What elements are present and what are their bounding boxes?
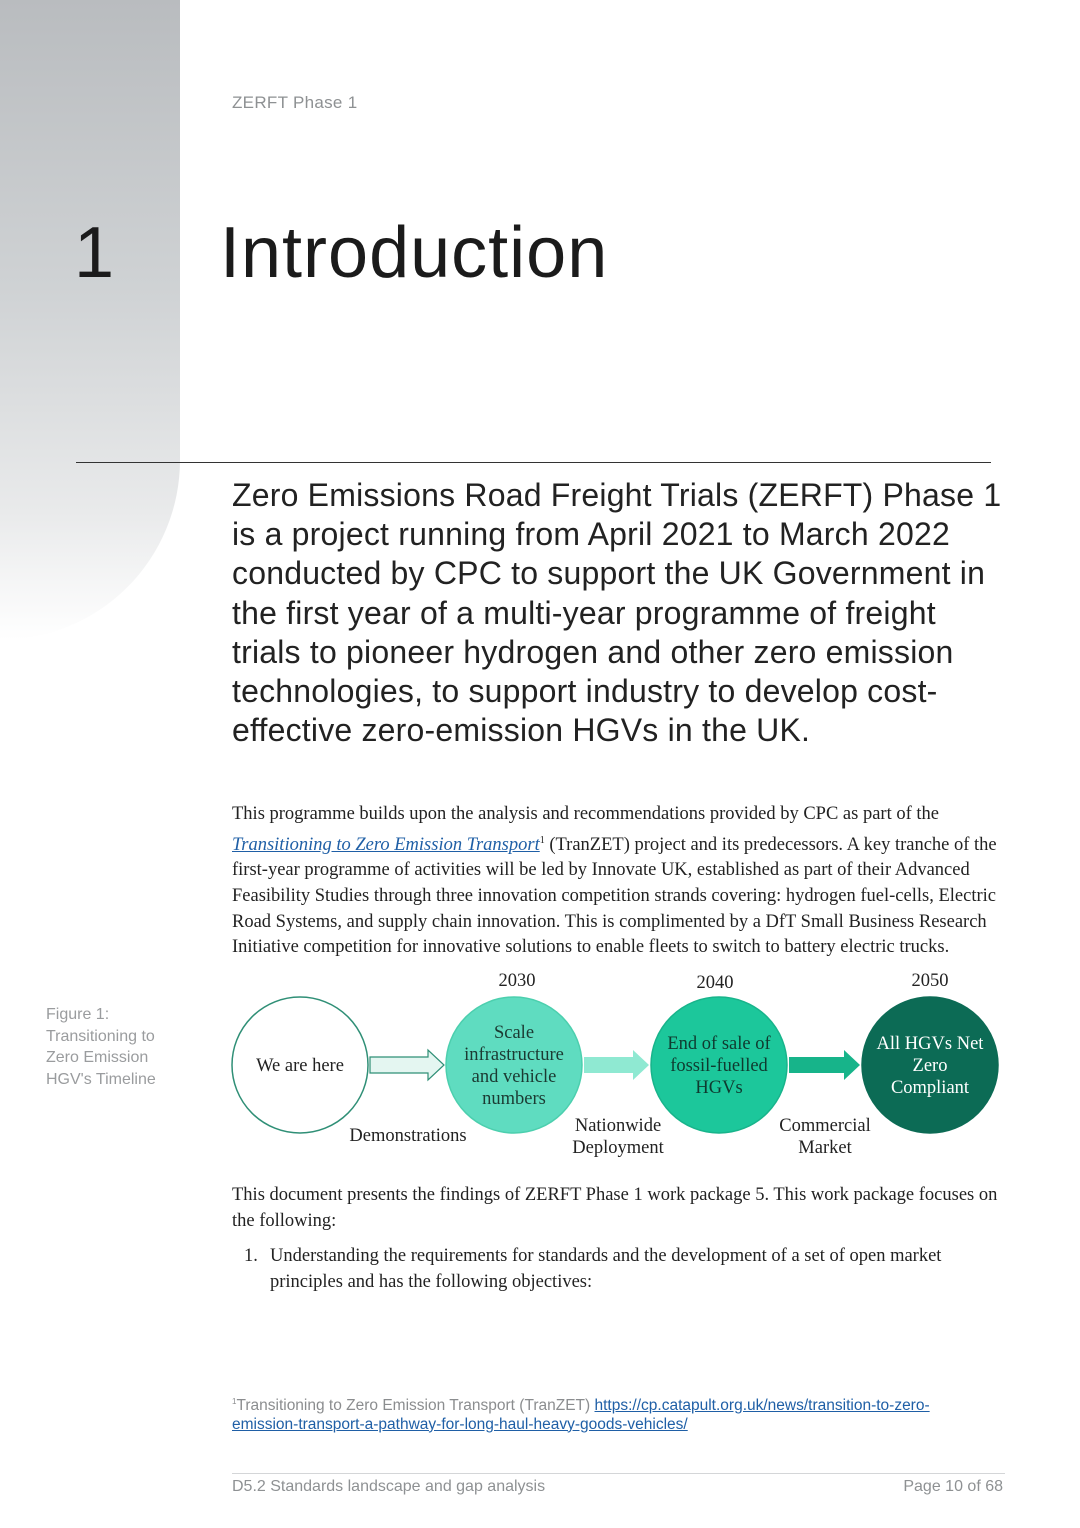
findings-paragraph: This document presents the findings of ZERFT Phase 1 work package 5. This work package focuses on the following: xyxy=(232,1185,998,1231)
stage-label: Market xyxy=(798,1138,852,1158)
milestone-label: Scale xyxy=(493,1023,535,1043)
footnote-marker[interactable]: 1 xyxy=(539,834,545,846)
stage-label: Commercial xyxy=(779,1116,871,1136)
footer-page-number: Page 10 of 68 xyxy=(903,1478,1003,1495)
side-decoration-band xyxy=(0,0,180,640)
section-divider xyxy=(76,462,991,463)
stage-label: Nationwide xyxy=(574,1116,662,1136)
footnote xyxy=(232,1393,992,1434)
chapter-number: 1 xyxy=(74,213,115,293)
milestone-label: All HGVs Net xyxy=(876,1034,984,1054)
milestone-label: numbers xyxy=(482,1089,546,1109)
figure-caption-line: Transitioning to xyxy=(46,1027,155,1045)
milestone-label: infrastructure xyxy=(464,1045,564,1065)
stage-label: Demonstrations xyxy=(349,1126,467,1146)
milestone-label: HGVs xyxy=(695,1078,743,1098)
milestone-label: and vehicle xyxy=(471,1067,557,1087)
milestone-label: fossil-fuelled xyxy=(670,1056,768,1076)
milestone-label: Compliant xyxy=(890,1078,970,1098)
milestone-year: 2040 xyxy=(696,973,734,993)
timeline-arrow xyxy=(370,1050,444,1080)
lead-paragraph: Zero Emissions Road Freight Trials (ZERFT) Phase 1 is a project running from April 2021 to March 2022 conducted by CPC to support the UK Government in the first year of a multi-year programme of freight trials to pioneer hydrogen and other zero emission technologies, to support industry to develop cost-effective zero-emission HGVs in the UK. xyxy=(232,477,1002,749)
running-header: ZERFT Phase 1 xyxy=(232,93,358,112)
footnote-link[interactable]: https://cp.catapult.org.uk/news/transition-to-zero-emission-transport-a-pathway-for-long-haul-heavy-goods-vehicles/ xyxy=(232,1397,930,1433)
stage-label: Deployment xyxy=(572,1138,664,1158)
milestone-circle xyxy=(446,997,582,1133)
milestone-year: 2050 xyxy=(911,971,949,991)
milestone-label: We are here xyxy=(256,1056,344,1076)
figure-caption-line: HGV's Timeline xyxy=(46,1070,156,1088)
milestone-label: Zero xyxy=(912,1056,948,1076)
footnote-text: Transitioning to Zero Emission Transport (TranZET) xyxy=(236,1397,595,1415)
chapter-title: Introduction xyxy=(220,213,609,293)
intro-paragraph-text-start: This programme builds upon the analysis and recommendations provided by CPC as part of the xyxy=(232,804,939,824)
figure-caption-line: Zero Emission xyxy=(46,1049,149,1066)
timeline-arrow xyxy=(789,1050,860,1080)
timeline-arrow xyxy=(584,1050,649,1080)
list-item-text: Understanding the requirements for standards and the development of a set of open market principles and has the following objectives: xyxy=(270,1246,942,1292)
milestone-year: 2030 xyxy=(498,971,536,991)
list-item-number: 1. xyxy=(244,1246,258,1266)
timeline-diagram xyxy=(225,965,1015,1165)
footer-divider xyxy=(232,1473,1005,1474)
intro-paragraph-text-end: (TranZET) project and its predecessors. A key tranche of the first-year programme of activities will be led by Innovate UK, established as part of their Advanced Feasibility Studies through three innovation competition strands covering: hydrogen fuel-cells, Electric Road Systems, and supply chain innovation. This is complimented by a DfT Small Business Research Initiative competition for innovative solutions to enable fleets to switch to battery electric trucks. xyxy=(232,834,997,958)
milestone-label: End of sale of xyxy=(667,1034,771,1054)
figure-caption-line: Figure 1: xyxy=(46,1006,110,1023)
intro-paragraph xyxy=(232,802,1007,961)
footnote-number: 1 xyxy=(232,1397,237,1406)
footer-document-title: D5.2 Standards landscape and gap analysis xyxy=(232,1478,546,1495)
figure-caption xyxy=(46,1004,186,1090)
tranzet-link[interactable]: Transitioning to Zero Emission Transport xyxy=(232,834,540,855)
